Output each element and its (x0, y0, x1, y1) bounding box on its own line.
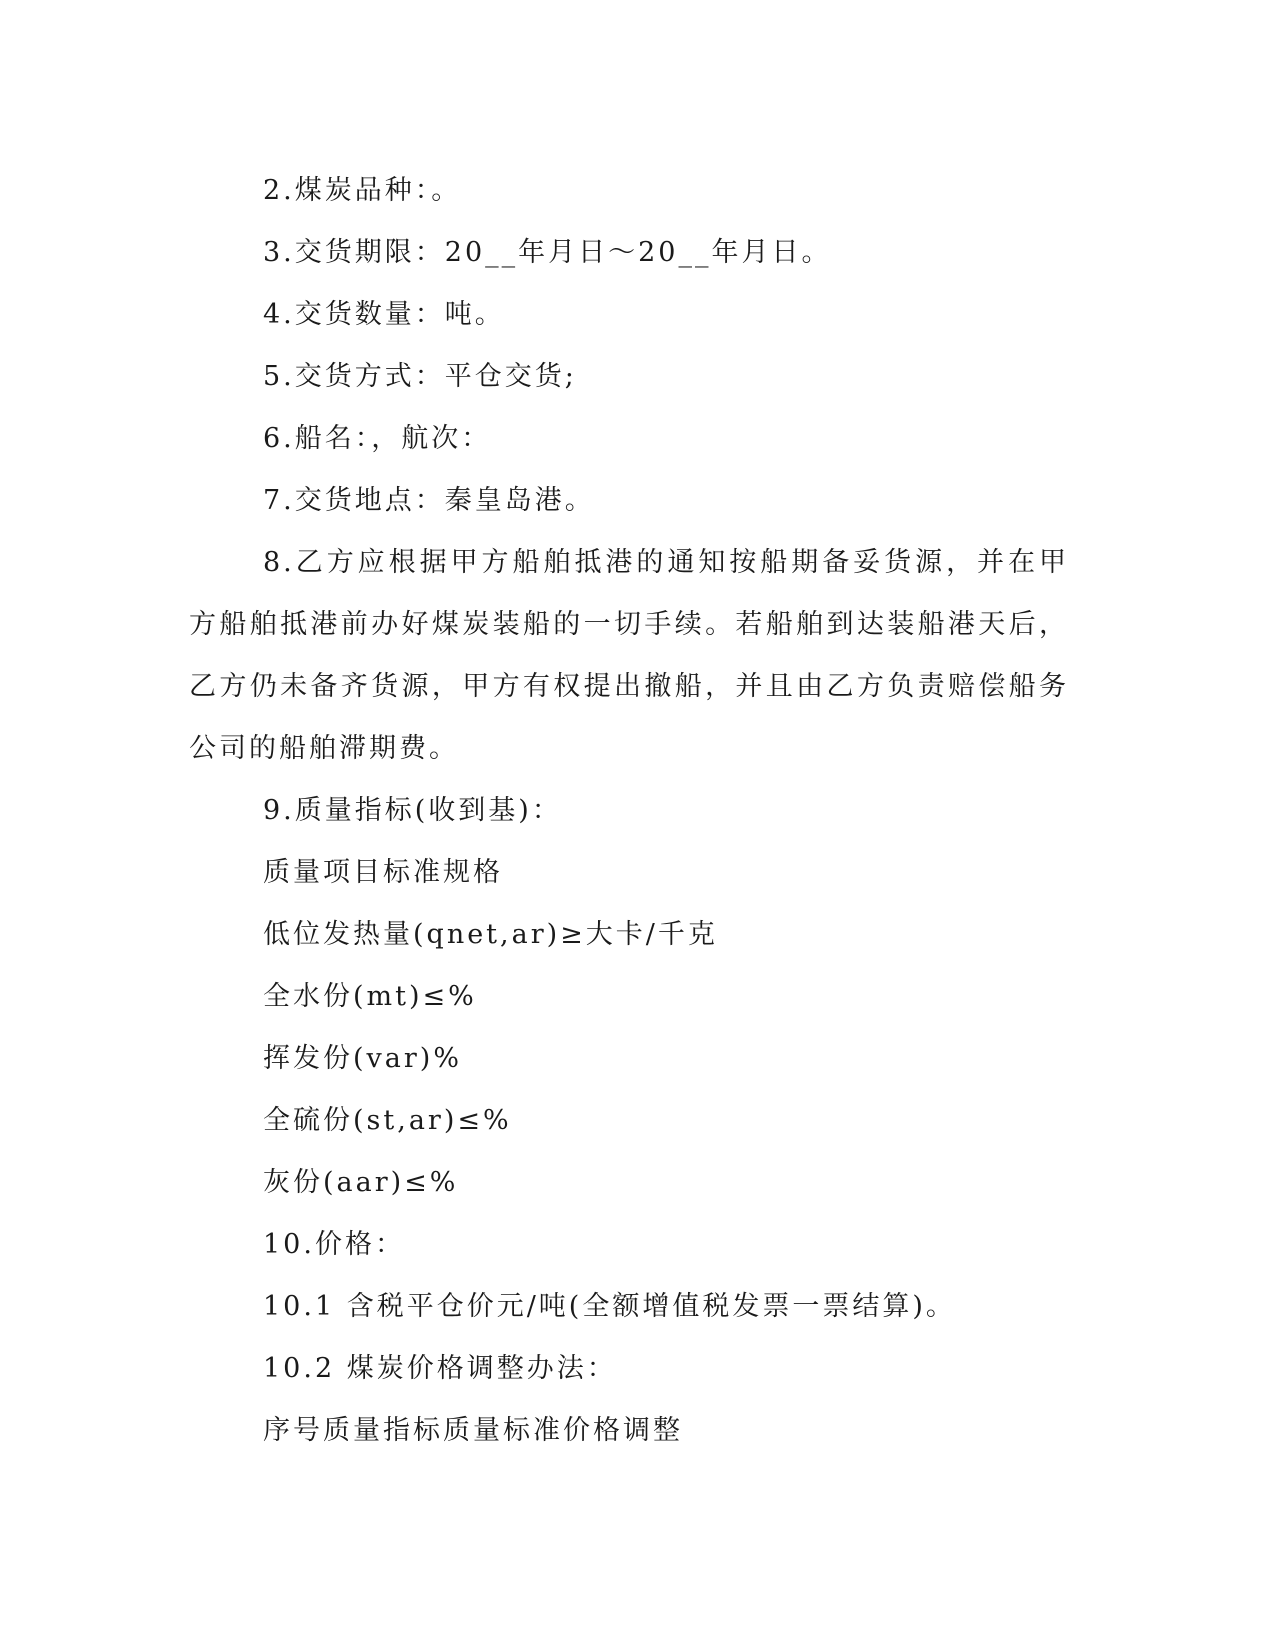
document-body (189, 160, 1069, 1462)
clause-shipping-obligation: 8.乙方应根据甲方船舶抵港的通知按船期备妥货源，并在甲方船舶抵港前办好煤炭装船的一切手续。若船舶到达装船港天后，乙方仍未备齐货源，甲方有权提出撤船，并且由乙方负责赔偿船务公司的船舶滞期费。 (189, 547, 1069, 764)
clause-coal-type: 2.煤炭品种：。 (263, 175, 462, 206)
price-item-adjustment: 10.2 煤炭价格调整办法： (263, 1353, 617, 1384)
clause-delivery-method: 5.交货方式：平仓交货; (263, 361, 577, 392)
price-item-fob: 10.1 含税平仓价元/吨(全额增值税发票一票结算)。 (263, 1291, 956, 1322)
price-heading: 10.价格： (263, 1229, 405, 1260)
clause-ship-name: 6.船名：，航次： (263, 423, 492, 454)
clause-delivery-location: 7.交货地点：秦皇岛港。 (263, 485, 595, 516)
quality-item-volatile: 挥发份(var)% (263, 1043, 462, 1074)
quality-item-sulfur: 全硫份(st,ar)≤% (263, 1105, 512, 1136)
quality-heading: 9.质量指标(收到基)： (263, 795, 562, 826)
quality-item-ash: 灰份(aar)≤% (263, 1167, 459, 1198)
quality-table-header: 质量项目标准规格 (263, 857, 503, 888)
quality-item-moisture: 全水份(mt)≤% (263, 981, 477, 1012)
quality-item-calorific: 低位发热量(qnet,ar)≥大卡/千克 (263, 919, 718, 950)
price-adjustment-table-header: 序号质量指标质量标准价格调整 (263, 1415, 683, 1446)
clause-delivery-period: 3.交货期限：20__年月日～20__年月日。 (263, 237, 832, 268)
clause-delivery-quantity: 4.交货数量：吨。 (263, 299, 505, 330)
